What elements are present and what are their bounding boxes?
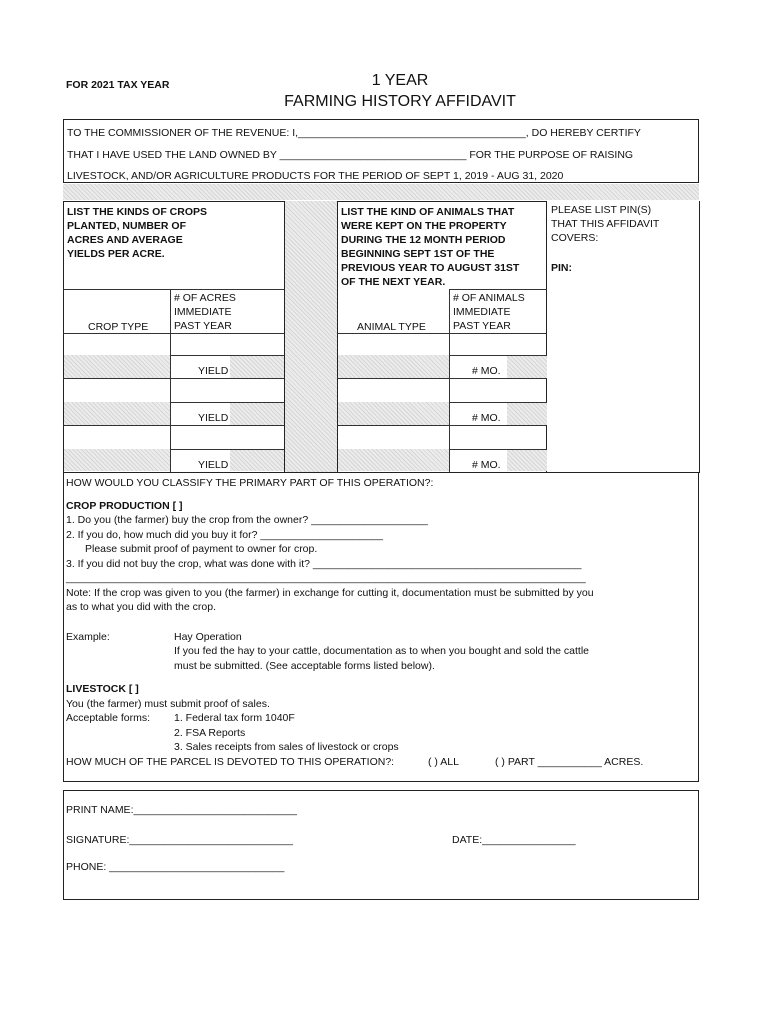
animals-header: LIST THE KIND OF ANIMALS THAT WERE KEPT ON THE PROPERTY DURING THE 12 MONTH PERIOD BEGINNING SEPT 1ST OF THE PREVIOUS YEAR TO AUGUST 31ST OF THE NEXT YEAR. [341, 206, 520, 288]
crop-note: Note: If the crop was given to you (the farmer) in exchange for cutting it, documentation must be submitted by you [66, 587, 594, 599]
intro-line1: TO THE COMMISSIONER OF THE REVENUE: I,_______________________________________, DO HEREBY CERTIFY [67, 127, 641, 139]
yield-label-2: YIELD [198, 412, 229, 424]
form-2: 2. FSA Reports [174, 727, 246, 739]
crops-header: LIST THE KINDS OF CROPS PLANTED, NUMBER OF ACRES AND AVERAGE YIELDS PER ACRE. [67, 206, 208, 260]
operation-box [63, 472, 699, 782]
crop-note-cont: as to what you did with the crop. [66, 601, 216, 613]
title-line1: 1 YEAR [371, 72, 429, 89]
livestock-line1: You (the farmer) must submit proof of sales. [66, 698, 270, 710]
col-animals: # OF ANIMALS IMMEDIATE PAST YEAR [453, 292, 525, 332]
months-label-1: # MO. [472, 365, 501, 377]
pin-label: PIN: [551, 262, 572, 274]
yield-label-1: YIELD [198, 365, 229, 377]
form-1: 1. Federal tax form 1040F [174, 712, 295, 724]
months-label-2: # MO. [472, 412, 501, 424]
tax-year-label: FOR 2021 TAX YEAR [66, 79, 170, 91]
example-line3: must be submitted. (See acceptable forms listed below). [174, 660, 435, 672]
crop-q2-note: Please submit proof of payment to owner for crop. [85, 543, 318, 555]
months-label-3: # MO. [472, 459, 501, 471]
crop-production-heading: CROP PRODUCTION [ ] [66, 500, 183, 512]
parcel-question: HOW MUCH OF THE PARCEL IS DEVOTED TO THIS OPERATION?: [66, 756, 395, 768]
date-field[interactable]: DATE:________________ [452, 834, 576, 846]
crop-q3-cont: _________________________________________________________________________________________ [66, 572, 586, 584]
col-animal-type: ANIMAL TYPE [357, 321, 426, 333]
signature-field[interactable]: SIGNATURE:____________________________ [66, 834, 293, 846]
classify-question: HOW WOULD YOU CLASSIFY THE PRIMARY PART OF THIS OPERATION?: [66, 477, 434, 489]
acceptable-forms-label: Acceptable forms: [66, 712, 151, 724]
parcel-part-option[interactable]: ( ) PART ___________ ACRES. [495, 756, 644, 768]
example-label: Example: [66, 631, 110, 643]
example-line2: If you fed the hay to your cattle, documentation as to when you bought and sold the cattle [174, 645, 590, 657]
crop-q3: 3. If you did not buy the crop, what was done with it? ______________________________________________ [66, 558, 582, 570]
form-3: 3. Sales receipts from sales of livestock or crops [174, 741, 399, 753]
pin-instructions: PLEASE LIST PIN(S) THAT THIS AFFIDAVIT COVERS: [551, 204, 660, 244]
parcel-all-option[interactable]: ( ) ALL [428, 756, 459, 768]
title-line2: FARMING HISTORY AFFIDAVIT [284, 93, 516, 110]
intro-line3: LIVESTOCK, AND/OR AGRICULTURE PRODUCTS FOR THE PERIOD OF SEPT 1, 2019 - AUG 31, 2020 [67, 170, 564, 182]
yield-label-3: YIELD [198, 459, 229, 471]
crop-q2: 2. If you do, how much did you buy it for? _____________________ [66, 529, 383, 541]
phone-field[interactable]: PHONE: ______________________________ [66, 861, 285, 873]
signature-box [63, 790, 699, 900]
intro-box [63, 119, 699, 183]
livestock-heading: LIVESTOCK [ ] [66, 683, 139, 695]
crop-q1: 1. Do you (the farmer) buy the crop from the owner? ____________________ [66, 514, 428, 526]
intro-line2: THAT I HAVE USED THE LAND OWNED BY ________________________________ FOR THE PURPOSE OF RAISING [67, 149, 634, 161]
example-line1: Hay Operation [174, 631, 242, 643]
print-name-field[interactable]: PRINT NAME:____________________________ [66, 804, 297, 816]
col-acres: # OF ACRES IMMEDIATE PAST YEAR [174, 292, 236, 332]
col-crop-type: CROP TYPE [88, 321, 149, 333]
shaded-divider [63, 184, 699, 200]
